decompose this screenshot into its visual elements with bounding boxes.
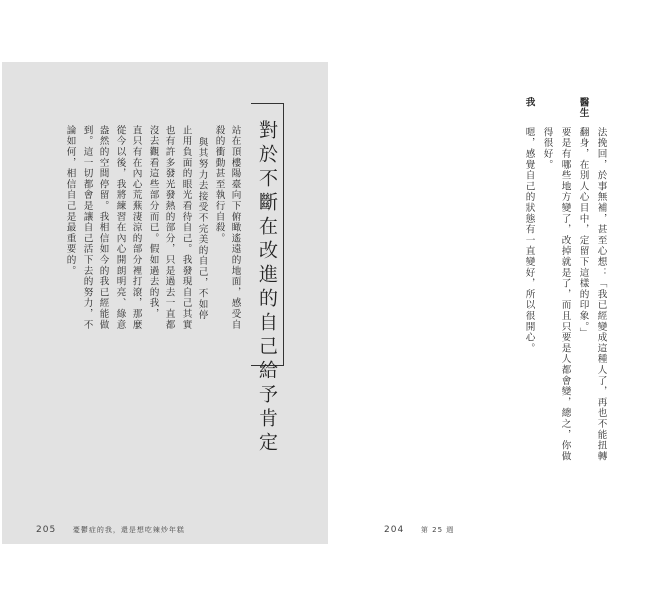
running-header: 第 25 週 — [420, 526, 455, 534]
left-page-column: 盎然的空間停留。我相信如今的我已經能做 — [97, 125, 109, 331]
left-page-column: 沒去觀看這些部分而已。假如過去的我， — [147, 125, 159, 320]
section-heading: 對於不斷在改進的自己給予肯定 — [256, 120, 278, 456]
page-number: 204 — [384, 525, 405, 535]
right-page-column: 法挽回，於事無補，甚至心想：「我已經變成這種人了，再也不能扭轉 — [595, 127, 607, 462]
right-page-column: 得很好。 — [541, 127, 553, 171]
speaker-label-doctor: 醫生 — [577, 97, 589, 119]
running-header: 憂鬱症的我，還是想吃辣炒年糕 — [72, 526, 185, 534]
left-page-column: 到。這一切都會是讓自己活下去的努力，不 — [81, 125, 93, 331]
right-page-column: 翻身，在別人心目中，定留下這樣的印象。」 — [577, 127, 589, 339]
folio-left-page — [36, 525, 185, 535]
left-page-column: 殺的衝動甚至執行自殺。 — [213, 125, 225, 244]
page-number: 205 — [36, 525, 57, 535]
right-page-column: 要是有哪些地方變了，改掉就是了，而且只要是人都會變，總之，你做 — [559, 127, 571, 462]
left-page-column: 從今以後，我將練習在內心開朗明亮、綠意 — [114, 125, 126, 331]
right-page-column: 嗯，感覺自己的狀態有一直變好，所以很開心。 — [523, 127, 535, 354]
left-page-column: 論如何，相信自己是最重要的。 — [64, 125, 76, 277]
left-page-column: 也有許多發光發熱的部分，只是過去一直都 — [163, 125, 175, 331]
left-page-column: 止用負面的眼光看待自己。我發現自己其實 — [180, 125, 192, 331]
speaker-label-me: 我 — [523, 97, 535, 108]
left-page-column: 與其努力去接受不完美的自己，不如停 — [196, 137, 208, 321]
left-page-column: 直只有在內心荒蕪淒涼的部分裡打滾，那麼 — [130, 125, 142, 331]
left-page-column: 站在頂樓陽臺向下俯瞰遙遠的地面，感受自 — [229, 125, 241, 331]
folio-right-page — [384, 525, 454, 535]
